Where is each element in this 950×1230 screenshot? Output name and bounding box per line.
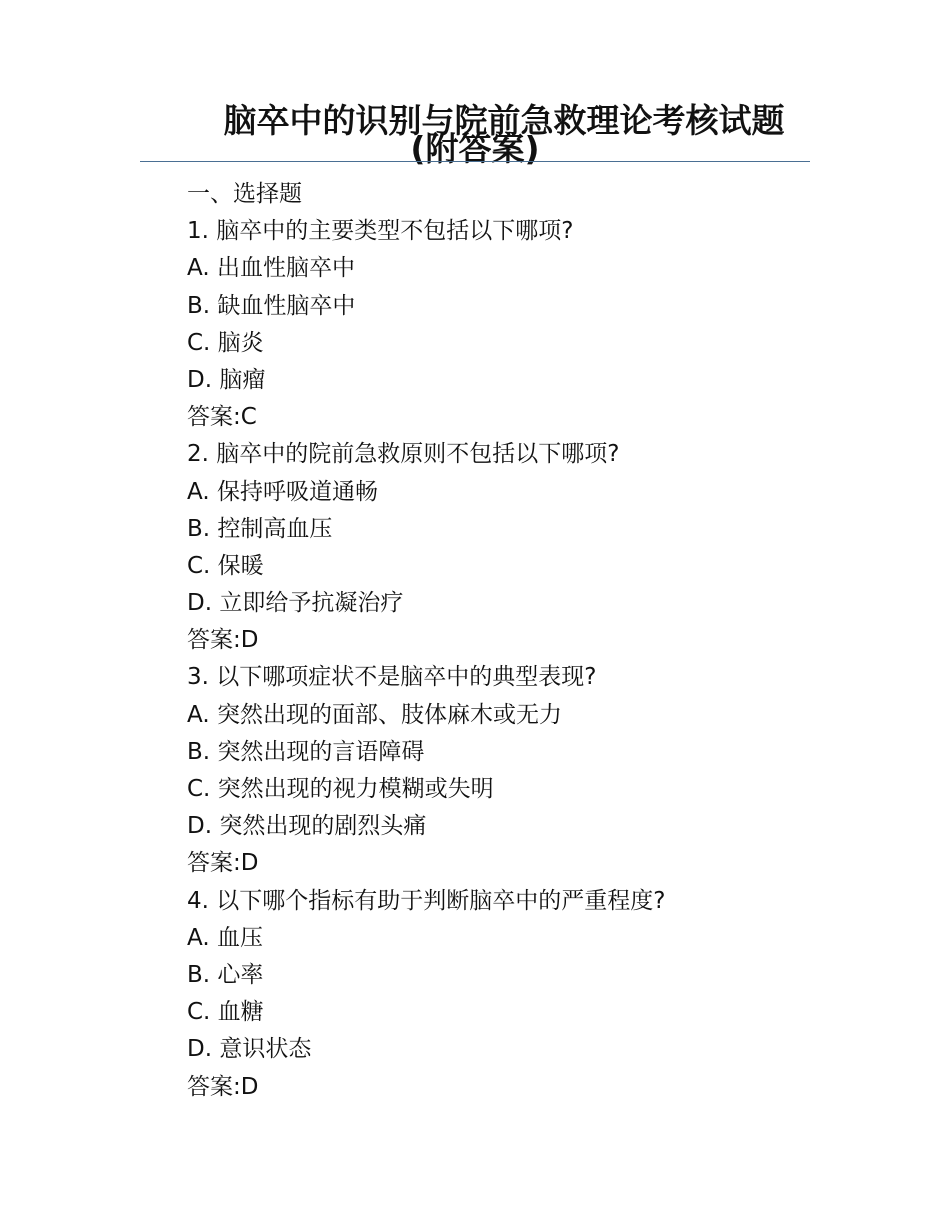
- option-a: A. 出血性脑卒中: [187, 255, 355, 282]
- section-heading: 一、选择题: [187, 181, 302, 207]
- question-block-1: [187, 213, 787, 436]
- option-b: B. 缺血性脑卒中: [187, 292, 356, 319]
- option-d: D. 突然出现的剧烈头痛: [187, 813, 427, 840]
- option-b: B. 控制高血压: [187, 515, 333, 542]
- option-c: C. 保暖: [187, 552, 264, 579]
- option-c: C. 脑炎: [187, 329, 264, 356]
- option-b: B. 心率: [187, 961, 264, 988]
- question-text: 1. 脑卒中的主要类型不包括以下哪项?: [187, 218, 574, 245]
- option-d: D. 立即给予抗凝治疗: [187, 590, 404, 617]
- question-block-4: [187, 883, 787, 1106]
- option-c: C. 突然出现的视力模糊或失明: [187, 776, 494, 802]
- answer-text: 答案:D: [187, 850, 259, 877]
- option-a: A. 血压: [187, 924, 263, 951]
- option-d: D. 脑瘤: [187, 366, 266, 393]
- title-line-2: (附答案): [410, 129, 540, 168]
- answer-text: 答案:C: [187, 404, 257, 431]
- question-block-2: [187, 436, 787, 659]
- option-c: C. 血糖: [187, 999, 264, 1026]
- option-d: D. 意识状态: [187, 1036, 312, 1063]
- option-b: B. 突然出现的言语障碍: [187, 738, 425, 765]
- question-block-3: [187, 659, 787, 882]
- title-underline: [140, 161, 810, 162]
- document-title: [140, 101, 810, 168]
- title-line-1: 脑卒中的识别与院前急救理论考核试题: [223, 101, 785, 140]
- question-text: 2. 脑卒中的院前急救原则不包括以下哪项?: [187, 441, 620, 468]
- option-a: A. 保持呼吸道通畅: [187, 478, 378, 505]
- option-a: A. 突然出现的面部、肢体麻木或无力: [187, 701, 562, 728]
- document-body: [187, 176, 787, 1106]
- answer-text: 答案:D: [187, 1073, 259, 1100]
- question-text: 3. 以下哪项症状不是脑卒中的典型表现?: [187, 664, 597, 691]
- answer-text: 答案:D: [187, 627, 259, 654]
- question-text: 4. 以下哪个指标有助于判断脑卒中的严重程度?: [187, 887, 666, 914]
